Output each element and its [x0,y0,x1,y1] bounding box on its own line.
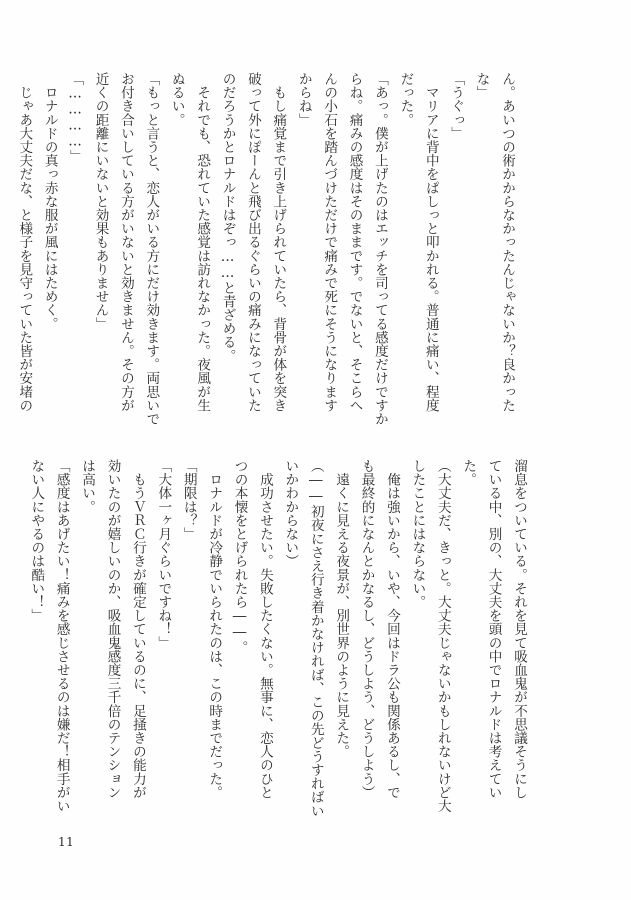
text-line: つの本懐をとげられたら――。 [231,459,248,655]
text-line: 「大体一ヶ月ぐらいですね！」 [155,459,172,650]
text-line: それでも、恐れていた感覚は訪れなかった。夜風が生 [194,72,211,412]
text-line: な」 [473,72,490,100]
text-line: （大丈夫だ、きっと。大丈夫じゃないかもしれないけど大 [434,459,451,813]
text-line: お付き合いしている方がいないと効きません。その方が [117,72,134,412]
lower-text-block [23,459,531,839]
text-line: もうＶＲＣ行きが確定しているのに、足掻きの能力が [129,459,146,799]
text-line: のだろうかとロナルドはぞっ……と青ざめる。 [219,72,236,363]
text-line: 破って外にぽーんと飛び出るぐらいの痛みになっていた [244,72,261,412]
text-line: 遠くに見える夜景が、別世界のように見えた。 [333,459,350,759]
page-number: 11 [58,835,75,849]
text-line: 「期限は？」 [180,459,197,541]
text-line: んの小石を踏んづけただけで痛みで死にそうになります [321,72,338,412]
text-line: ぬるい。 [168,72,185,127]
text-line: 「あっ。僕が上げたのはエッチを司ってる感度だけですか [371,72,388,426]
text-line: 「感度はあげたい！痛みを感じさせるのは嫌だ！相手がい [53,459,70,813]
text-line: からね」 [295,72,312,127]
text-line: 「うぐっ」 [448,72,465,140]
text-line: 近くの距離にいないと効果もありません」 [92,72,109,331]
text-line: は高い。 [79,459,96,514]
text-line: も最終的になんとかなるし、どうしよう、どうしよう） [358,459,375,799]
upper-text-block [11,72,519,452]
text-line: いかわからない） [282,459,299,568]
text-line: マリアに背中をぱしっと叩かれる。普通に痛い、程度 [422,72,439,412]
text-line: ている中、別の、大丈夫を頭の中でロナルドは考えてい [485,459,502,799]
text-line: （――初夜にさえ行き着かなければ、この先どうすればい [307,459,324,818]
text-line: た。 [460,459,477,487]
text-line: 効いたのが嬉しいのか、吸血鬼感度三千倍のテンション [104,459,121,799]
text-line: だった。 [397,72,414,127]
text-line: したことにはならない。 [409,459,426,609]
text-line: 「…………」 [67,72,84,164]
text-line: 俺は強いから、いや、今回はドラ公も関係あるし、で [383,459,400,799]
text-line: らね。痛みの感度はそのままです。でないと、そこらへ [346,72,363,412]
text-line: 「もっと言うと、恋人がいる方にだけ効きます。両思いで [143,72,160,426]
text-line: 成功させたい。失敗したくない。無事に、恋人のひと [256,459,273,799]
text-line: ん。あいつの術かからなかったんじゃないか？良かった [499,72,515,412]
text-line: 溜息をついている。それを見て吸血鬼が不思議そうにし [511,459,527,799]
text-line: じゃあ大丈夫だな、と様子を見守っていた皆が安堵の [16,72,33,412]
text-line: ロナルドが冷静でいられたのは、この時までだった。 [206,459,223,799]
text-line: ロナルドの真っ赤な服が風にはためく。 [41,72,58,331]
text-line: ない人にやるのは酷い！」 [28,459,45,623]
text-line: もし痛覚まで引き上げられていたら、背骨が体を突き [270,72,287,412]
